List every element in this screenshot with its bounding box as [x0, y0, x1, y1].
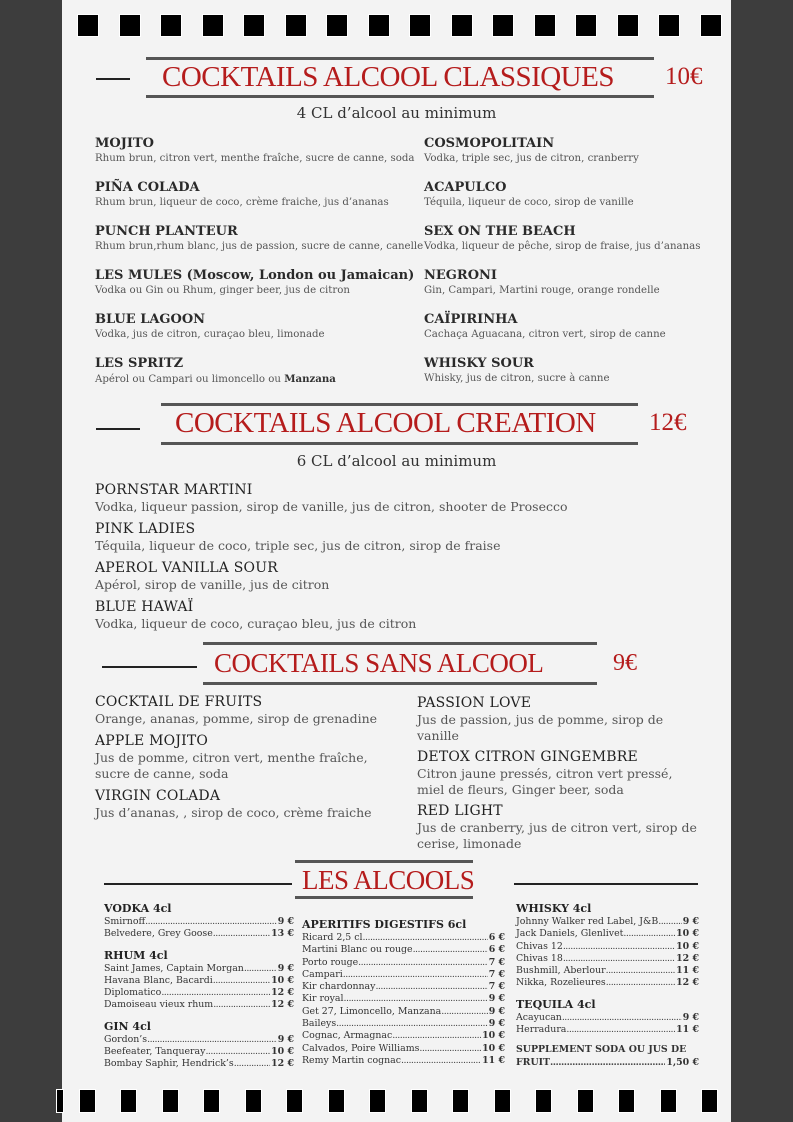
price-row: [104, 928, 294, 940]
row-price: 10 €: [271, 1046, 294, 1058]
row-label: Havana Blanc, Bacardi: [104, 974, 213, 986]
row-price: 1,50 €: [666, 1056, 699, 1068]
row-label: Cognac, Armagnac: [302, 1030, 393, 1042]
item-name: BLUE HAWAÏ: [95, 599, 194, 615]
row-price: 12 €: [676, 977, 699, 989]
item-name: PORNSTAR MARTINI: [95, 482, 253, 498]
price-row: [104, 916, 294, 928]
row-label: Acayucan: [516, 1011, 562, 1023]
leader-dots: [161, 987, 270, 999]
price-row: [104, 999, 294, 1011]
leader-dots: [213, 975, 270, 987]
item-desc: Citron jaune pressés, citron vert pressé, miel de fleurs, Ginger beer, soda: [417, 766, 673, 797]
film-hole: [410, 15, 430, 36]
film-hole: [370, 1090, 385, 1112]
menu-item: [424, 135, 639, 166]
row-label: Johnny Walker red Label, J&B: [516, 916, 659, 927]
row-price: 13 €: [271, 928, 294, 940]
item-name: ACAPULCO: [424, 180, 507, 195]
alcohol-category: VODKA 4cl: [104, 902, 172, 915]
row-label: Martini Blanc ou rouge: [302, 944, 413, 956]
row-price: 7 €: [488, 981, 505, 993]
leader-dots: [606, 965, 676, 977]
row-label: Remy Martin cognac: [302, 1054, 402, 1066]
item-desc: Rhum brun,rhum blanc, jus de passion, sucre de canne, canelle: [95, 241, 424, 252]
row-label: Belvedere, Grey Goose: [104, 928, 213, 940]
row-label: Chivas 12: [516, 940, 563, 952]
row-label: Calvados, Poire Williams: [302, 1042, 420, 1054]
row-price: 9 €: [488, 1018, 505, 1030]
section-title: COCKTAILS ALCOOL CLASSIQUES: [162, 61, 614, 93]
leader-dots: [358, 957, 488, 969]
divider: [203, 682, 597, 685]
row-label: Smirnoff: [104, 916, 146, 927]
row-label: Jack Daniels, Glenlivet: [516, 928, 624, 940]
film-hole: [369, 15, 389, 36]
row-label: Campari: [302, 968, 343, 980]
price-row: [516, 1012, 699, 1024]
item-name: PINK LADIES: [95, 521, 196, 537]
price-row: [302, 981, 505, 993]
film-hole: [453, 1090, 468, 1112]
price-row: [516, 953, 699, 965]
leader-dots: [213, 999, 270, 1011]
row-price: 9 €: [277, 916, 294, 927]
row-price: 12 €: [271, 1058, 294, 1070]
row-price: 11 €: [482, 1054, 505, 1066]
leader-dots: [606, 977, 675, 989]
menu-page: [62, 0, 731, 1122]
menu-item: [95, 135, 414, 166]
divider: [146, 95, 654, 98]
row-label: Nikka, Rozelieures: [516, 977, 606, 989]
leader-dots: [413, 944, 488, 956]
leader-dots: [392, 1030, 481, 1042]
section-title: LES ALCOOLS: [302, 865, 475, 895]
film-hole: [702, 1090, 717, 1112]
row-price: 9 €: [277, 1033, 294, 1045]
item-desc: Vodka, liqueur passion, sirop de vanille, jus de citron, shooter de Prosecco: [95, 499, 568, 514]
menu-item: [95, 481, 568, 515]
menu-item: [424, 179, 634, 210]
item-name: APPLE MOJITO: [95, 733, 209, 749]
price-row: [302, 1006, 505, 1018]
menu-item: [95, 598, 416, 632]
section-price: 12€: [649, 409, 687, 436]
alcohol-column-3: [516, 902, 699, 1069]
item-desc: Whisky, jus de citron, sucre à canne: [424, 373, 610, 384]
row-price: 10 €: [271, 974, 294, 986]
leader-dots: [563, 953, 675, 965]
item-desc: Jus d’ananas, , sirop de coco, crème fraiche: [95, 805, 372, 820]
row-label: Herradura: [516, 1024, 567, 1036]
leader-dots: [550, 1057, 665, 1069]
row-label: Saint James, Captain Morgan: [104, 962, 244, 974]
price-row: [516, 965, 699, 977]
film-hole: [578, 1090, 593, 1112]
item-desc: Vodka, triple sec, jus de citron, cranberry: [424, 153, 639, 164]
item-name: LES MULES (Moscow, London ou Jamaican): [95, 268, 415, 283]
leader-dots: [205, 1046, 270, 1058]
section-subtitle: 4 CL d’alcool au minimum: [296, 104, 497, 122]
alcohol-category: RHUM 4cl: [104, 948, 168, 962]
menu-item: [424, 355, 610, 386]
menu-item: [95, 787, 385, 821]
price-row: [516, 941, 699, 953]
film-hole: [659, 15, 679, 36]
row-label: Porto rouge: [302, 956, 359, 968]
item-name: NEGRONI: [424, 268, 497, 283]
item-name: PIÑA COLADA: [95, 180, 200, 195]
item-desc: Orange, ananas, pomme, sirop de grenadine: [95, 711, 378, 726]
leader-dots: [147, 1034, 277, 1046]
row-label: Bombay Saphir, Hendrick’s: [104, 1058, 234, 1070]
price-row: [302, 1043, 505, 1055]
section-price: 10€: [665, 63, 703, 90]
divider: [514, 883, 698, 885]
row-label: Ricard 2,5 cl: [302, 932, 363, 943]
row-price: 6 €: [488, 932, 505, 943]
divider: [161, 442, 638, 445]
leader-dots: [566, 1024, 675, 1036]
menu-item: [417, 748, 702, 798]
leader-dots: [658, 916, 681, 928]
row-price: 9 €: [682, 916, 699, 927]
price-row: [104, 975, 294, 987]
section-subtitle: 6 CL d’alcool au minimum: [296, 452, 497, 470]
row-price: 10 €: [676, 940, 699, 952]
film-hole: [244, 15, 264, 36]
film-hole: [701, 15, 721, 36]
item-name: LES SPRITZ: [95, 356, 184, 371]
film-hole: [327, 15, 347, 36]
item-desc-text: Apérol ou Campari ou limoncello ou: [95, 374, 285, 385]
film-hole: [661, 1090, 676, 1112]
leader-dots: [145, 916, 277, 928]
menu-item: [95, 311, 325, 342]
section-title: COCKTAILS ALCOOL CREATION: [175, 407, 596, 439]
row-label: Kir chardonnay: [302, 981, 376, 993]
leader-dots: [336, 1018, 488, 1030]
item-name: CAÏPIRINHA: [424, 312, 518, 327]
divider: [102, 666, 197, 668]
film-hole: [203, 15, 223, 36]
price-row: [104, 1034, 294, 1046]
film-hole: [57, 1090, 63, 1112]
film-hole: [161, 15, 181, 36]
menu-item: [95, 559, 329, 593]
price-row: [104, 963, 294, 975]
divider: [161, 403, 638, 406]
item-desc: Jus de passion, jus de pomme, sirop de vanille: [417, 712, 664, 743]
film-strip-top: [62, 15, 731, 39]
menu-item: [424, 311, 666, 342]
film-strip-bottom: [62, 1090, 731, 1114]
row-label: Chivas 18: [516, 952, 563, 964]
film-hole: [163, 1090, 178, 1112]
item-desc: Téquila, liqueur de coco, triple sec, jus de citron, sirop de fraise: [95, 538, 501, 553]
item-name: COCKTAIL DE FRUITS: [95, 694, 263, 710]
row-label: Beefeater, Tanqueray: [104, 1046, 206, 1058]
alcohol-category: WHISKY 4cl: [516, 902, 592, 915]
film-hole: [78, 15, 98, 36]
menu-item: [95, 179, 389, 210]
row-label: Baileys: [302, 1018, 337, 1030]
item-desc: Jus de cranberry, jus de citron vert, sirop de cerise, limonade: [417, 820, 697, 851]
divider: [295, 860, 473, 863]
film-hole: [576, 15, 596, 36]
film-hole: [246, 1090, 261, 1112]
item-desc: Apérol, sirop de vanille, jus de citron: [95, 577, 330, 592]
film-hole: [495, 1090, 510, 1112]
item-name: DETOX CITRON GINGEMBRE: [417, 749, 638, 765]
section-price: 9€: [613, 650, 637, 676]
leader-dots: [419, 1043, 481, 1055]
item-name: WHISKY SOUR: [424, 356, 534, 371]
price-row: [104, 987, 294, 999]
leader-dots: [244, 963, 277, 975]
menu-item: [424, 267, 660, 298]
row-price: 10 €: [482, 1042, 505, 1054]
divider: [146, 57, 654, 60]
item-name: PASSION LOVE: [417, 695, 532, 711]
row-price: 10 €: [482, 1030, 505, 1042]
item-name: MOJITO: [95, 136, 154, 151]
leader-dots: [623, 928, 675, 940]
film-hole: [412, 1090, 427, 1112]
price-row: [516, 916, 699, 928]
menu-item: [417, 802, 707, 852]
menu-item: [417, 694, 702, 744]
leader-dots: [343, 969, 488, 981]
item-name: SEX ON THE BEACH: [424, 224, 576, 239]
row-price: 12 €: [676, 952, 699, 964]
row-price: 9 €: [682, 1011, 699, 1023]
film-hole: [536, 1090, 551, 1112]
film-hole: [80, 1090, 95, 1112]
film-hole: [121, 1090, 136, 1112]
row-price: 11 €: [676, 1024, 699, 1036]
row-price: 7 €: [488, 956, 505, 968]
row-price: 11 €: [676, 965, 699, 977]
divider: [96, 428, 140, 430]
row-price: 9 €: [488, 993, 505, 1005]
item-name: BLUE LAGOON: [95, 312, 206, 327]
leader-dots: [441, 1006, 487, 1018]
price-row: [516, 977, 699, 989]
menu-item: [95, 520, 501, 554]
price-row: [302, 1018, 505, 1030]
divider: [203, 642, 597, 645]
film-hole: [329, 1090, 344, 1112]
film-hole: [618, 15, 638, 36]
alcohol-category: APERITIFS DIGESTIFS 6cl: [302, 918, 467, 931]
leader-dots: [401, 1055, 481, 1067]
item-name: PUNCH PLANTEUR: [95, 224, 238, 239]
row-label: FRUIT: [516, 1056, 550, 1068]
item-desc-bold: Manzana: [284, 373, 336, 385]
leader-dots: [343, 993, 487, 1005]
leader-dots: [363, 932, 488, 944]
item-desc: Vodka, jus de citron, curaçao bleu, limonade: [95, 329, 325, 340]
divider: [104, 883, 292, 885]
supplement-label: SUPPLEMENT SODA OU JUS DE: [516, 1044, 687, 1056]
item-desc: Cachaça Aguacana, citron vert, sirop de canne: [424, 329, 666, 340]
price-row: [302, 1055, 505, 1067]
leader-dots: [563, 941, 675, 953]
price-row: [302, 993, 505, 1005]
row-label: Kir royal: [302, 993, 344, 1005]
menu-item: [95, 693, 385, 727]
leader-dots: [234, 1058, 270, 1070]
price-row: [302, 932, 505, 944]
film-hole: [286, 15, 306, 36]
menu-item: [95, 223, 423, 254]
item-desc: Vodka, liqueur de coco, curaçao bleu, jus de citron: [95, 616, 417, 631]
row-price: 7 €: [488, 968, 505, 980]
film-hole: [287, 1090, 302, 1112]
menu-item: [95, 355, 336, 387]
menu-item: [95, 267, 414, 298]
price-row: [302, 944, 505, 956]
film-hole: [619, 1090, 634, 1112]
item-name: APEROL VANILLA SOUR: [95, 560, 278, 576]
film-hole: [535, 15, 555, 36]
row-price: 10 €: [676, 928, 699, 940]
price-row: [516, 1057, 699, 1069]
item-desc: Vodka ou Gin ou Rhum, ginger beer, jus de citron: [95, 285, 350, 296]
row-price: 12 €: [271, 987, 294, 999]
row-label: Gordon’s: [104, 1033, 148, 1045]
item-desc: Téquila, liqueur de coco, sirop de vanille: [424, 197, 634, 208]
item-desc: Gin, Campari, Martini rouge, orange rondelle: [424, 285, 660, 296]
menu-item: [95, 732, 385, 782]
row-price: 6 €: [488, 944, 505, 956]
menu-item: [424, 223, 700, 254]
price-row: [302, 969, 505, 981]
leader-dots: [213, 928, 270, 940]
alcohol-column-1: [104, 902, 294, 1071]
price-row: [104, 1046, 294, 1058]
alcohol-category: GIN 4cl: [104, 1019, 151, 1033]
row-price: 9 €: [488, 1005, 505, 1017]
price-row: [104, 1058, 294, 1070]
film-hole: [204, 1090, 219, 1112]
item-name: COSMOPOLITAIN: [424, 136, 555, 151]
section-title: COCKTAILS SANS ALCOOL: [214, 648, 544, 678]
film-hole: [493, 15, 513, 36]
price-row: [516, 928, 699, 940]
divider: [295, 896, 473, 899]
price-row: [302, 957, 505, 969]
leader-dots: [375, 981, 487, 993]
divider: [96, 78, 130, 80]
row-label: Bushmill, Aberlour: [516, 965, 606, 977]
row-price: 9 €: [277, 962, 294, 974]
item-desc: Vodka, liqueur de pêche, sirop de fraise, jus d’ananas: [424, 241, 701, 252]
item-name: VIRGIN COLADA: [95, 788, 221, 804]
item-desc: Rhum brun, citron vert, menthe fraîche, sucre de canne, soda: [95, 153, 415, 164]
price-row: [516, 1024, 699, 1036]
film-hole: [452, 15, 472, 36]
alcohol-column-2: [302, 918, 505, 1067]
item-desc: Jus de pomme, citron vert, menthe fraîche, sucre de canne, soda: [95, 750, 368, 781]
film-hole: [120, 15, 140, 36]
row-label: Get 27, Limoncello, Manzana: [302, 1005, 442, 1017]
item-name: RED LIGHT: [417, 803, 503, 819]
row-label: Diplomatico: [104, 987, 162, 999]
row-label: Damoiseau vieux rhum: [104, 999, 214, 1011]
item-desc: Rhum brun, liqueur de coco, crème fraiche, jus d’ananas: [95, 197, 389, 208]
item-desc: [95, 372, 336, 387]
alcohol-category: TEQUILA 4cl: [516, 997, 596, 1011]
price-row: [302, 1030, 505, 1042]
row-price: 12 €: [271, 999, 294, 1011]
leader-dots: [562, 1012, 682, 1024]
